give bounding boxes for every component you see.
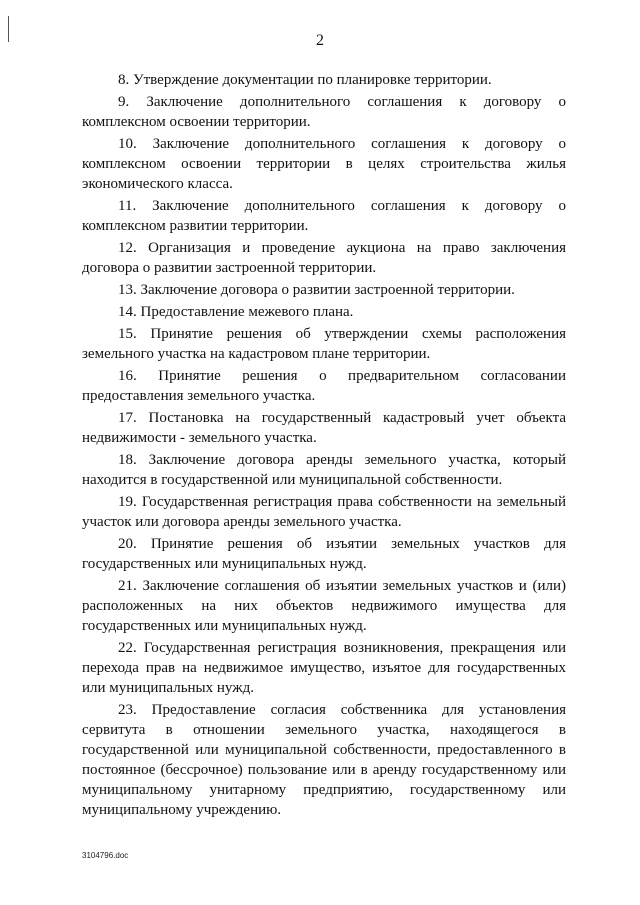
list-item: 19. Государственная регистрация права собственности на земельный участок или договора аренды земельного участка. xyxy=(82,494,566,530)
list-item: 17. Постановка на государственный кадастровый учет объекта недвижимости - земельного участка. xyxy=(82,410,566,446)
list-item: 9. Заключение дополнительного соглашения к договору о комплексном освоении территории. xyxy=(82,94,566,130)
list-item: 8. Утверждение документации по планировке территории. xyxy=(118,72,492,88)
list-item: 10. Заключение дополнительного соглашения к договору о комплексном освоении территории в целях строительства жилья экономического класса. xyxy=(82,136,566,192)
list-item: 14. Предоставление межевого плана. xyxy=(118,304,354,320)
list-item: 13. Заключение договора о развитии застроенной территории. xyxy=(118,282,515,298)
page-number: 2 xyxy=(316,32,324,49)
list-item: 23. Предоставление согласия собственника для установления сервитута в отношении земельного участка, находящегося в государственной или муниципальной собственности, предоставленного в постоянное (бессрочное) пользование или в аренду государственному или муниципальному унитарному предприятию, государственному или муниципальному учреждению. xyxy=(82,702,566,818)
list-item: 12. Организация и проведение аукциона на право заключения договора о развитии застроенной территории. xyxy=(82,240,566,276)
list-item: 20. Принятие решения об изъятии земельных участков для государственных или муниципальных нужд. xyxy=(82,536,566,572)
list-item: 16. Принятие решения о предварительном согласовании предоставления земельного участка. xyxy=(82,368,566,404)
document-body xyxy=(82,70,566,822)
list-item: 11. Заключение дополнительного соглашения к договору о комплексном развитии территории. xyxy=(82,198,566,234)
list-item: 18. Заключение договора аренды земельного участка, который находится в государственной или муниципальной собственности. xyxy=(82,452,566,488)
list-item: 22. Государственная регистрация возникновения, прекращения или перехода прав на недвижимое имущество, изъятое для государственных или муниципальных нужд. xyxy=(82,640,566,696)
footer-filename: 3104796.doc xyxy=(82,851,129,860)
list-item: 15. Принятие решения об утверждении схемы расположения земельного участка на кадастровом плане территории. xyxy=(82,326,566,362)
list-item: 21. Заключение соглашения об изъятии земельных участков и (или) расположенных на них объектов недвижимого имущества для государственных или муниципальных нужд. xyxy=(82,578,566,634)
